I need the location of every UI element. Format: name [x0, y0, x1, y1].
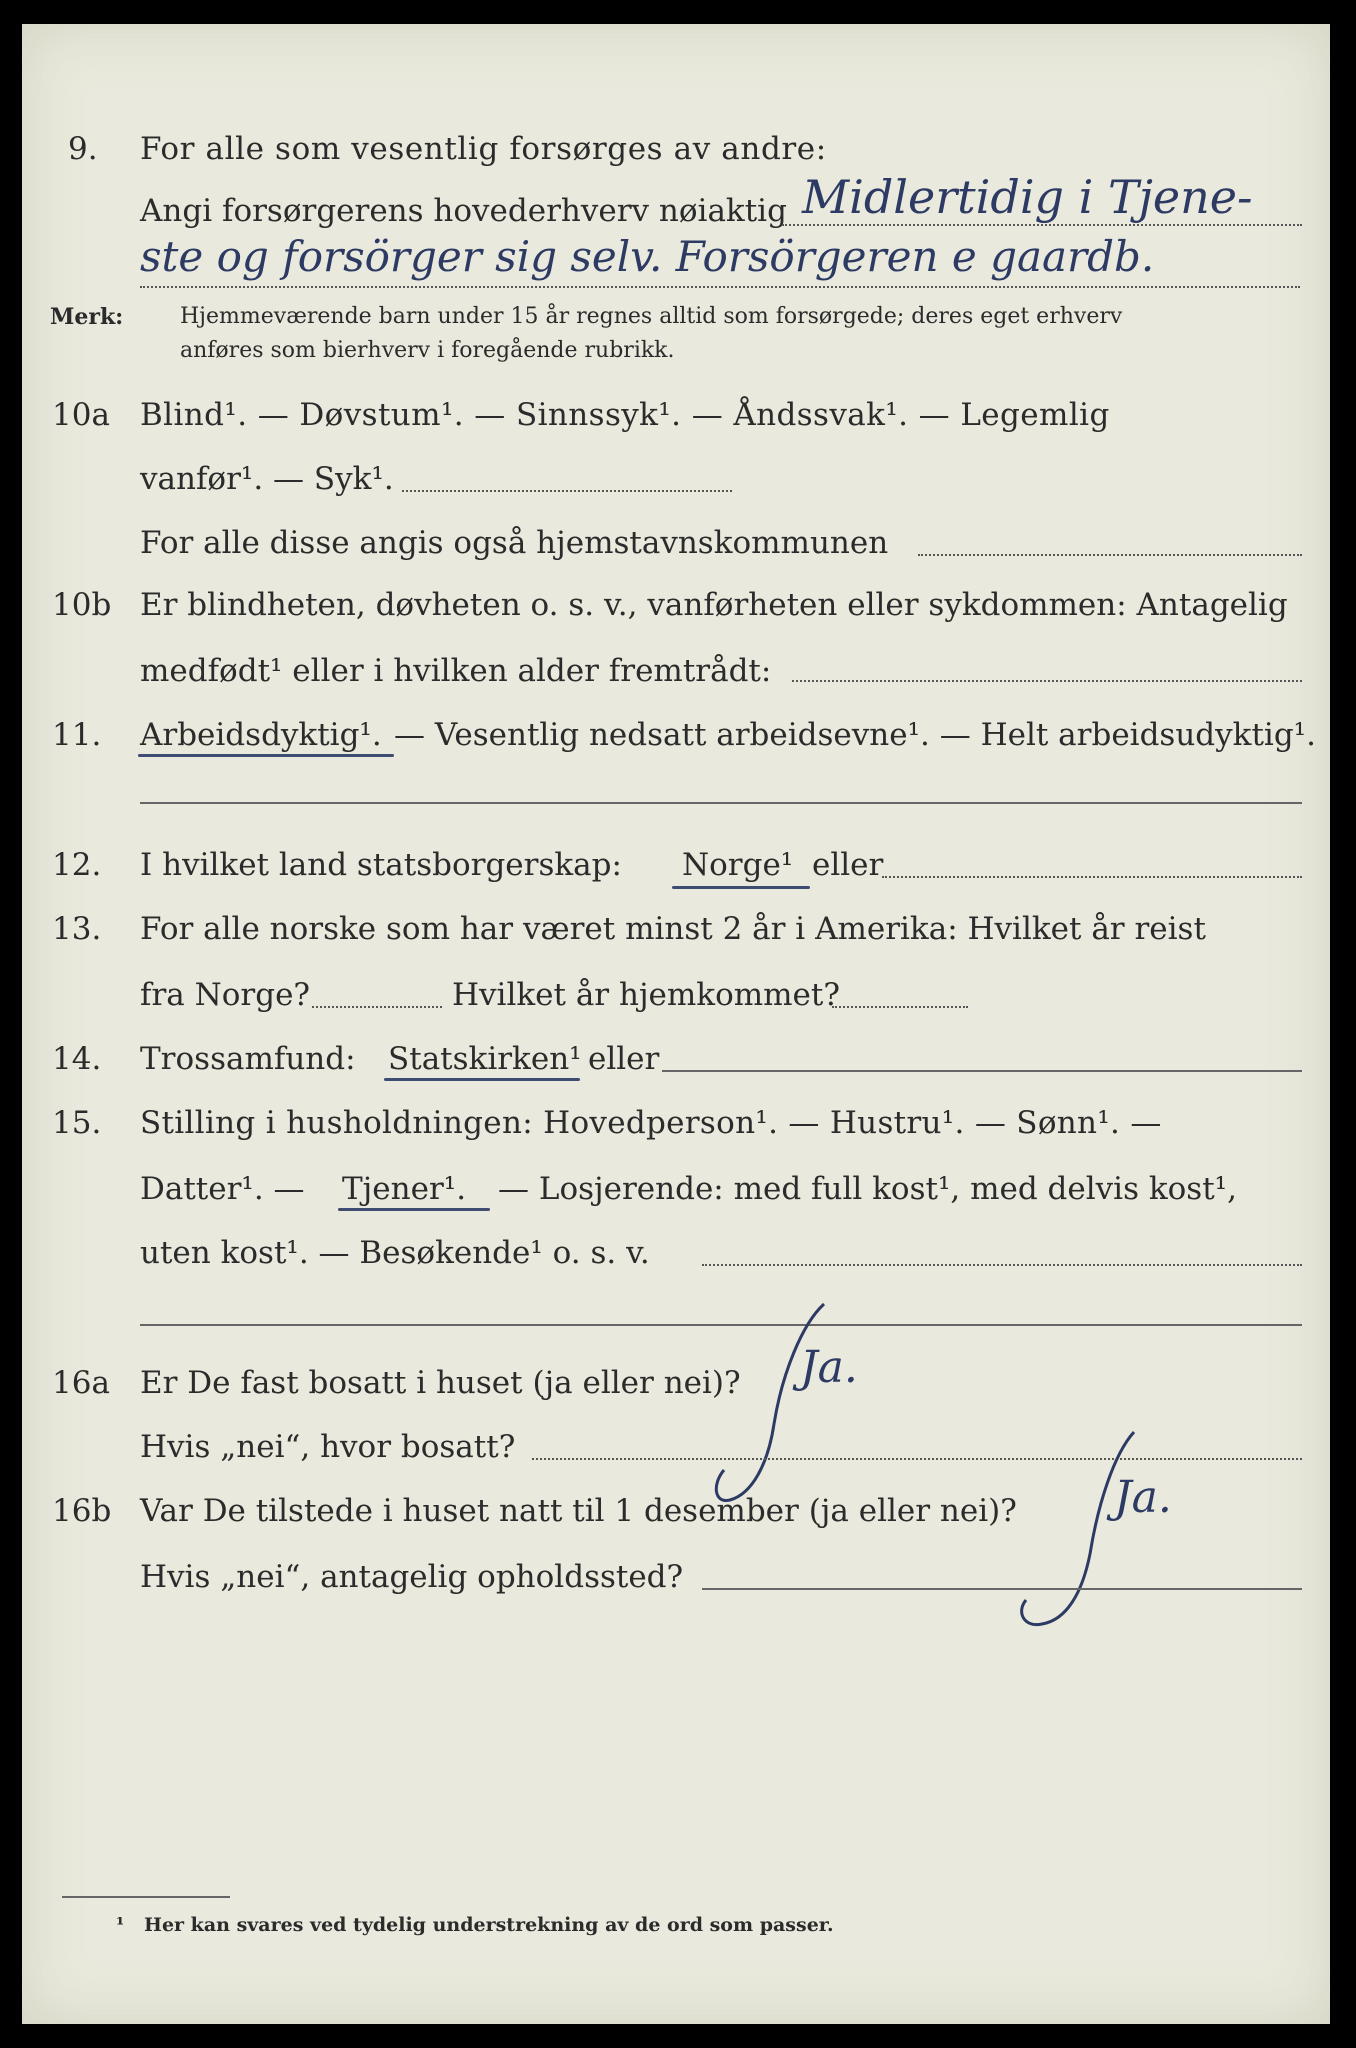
q13-number: 13. — [52, 911, 102, 947]
q12-option-norge: Norge¹ — [682, 847, 794, 883]
q16a-handwritten-answer: Ja. — [800, 1342, 858, 1393]
q10b-number: 10b — [52, 587, 112, 623]
q16b-opholdssted-line — [702, 1588, 1302, 1590]
q11-option-arbeidsdyktig: Arbeidsdyktig¹. — [140, 717, 382, 753]
q10a-number: 10a — [52, 397, 110, 433]
footnote-mark: ¹ — [116, 1914, 125, 1936]
q14-text: Trossamfund: — [140, 1041, 356, 1077]
merk-line1: Hjemmeværende barn under 15 år regnes alltid som forsørgede; deres eget erhverv — [180, 304, 1123, 329]
q12-number: 12. — [52, 847, 102, 883]
census-form-page — [22, 24, 1330, 2024]
q13-line1: For alle norske som har været minst 2 år i Amerika: Hvilket år reist — [140, 911, 1206, 947]
q9-handwritten-answer-1: Midlertidig i Tjene- — [802, 170, 1253, 224]
q16a-bosatt-line — [532, 1458, 1302, 1460]
q15-line1: Stilling i husholdningen: Hovedperson¹. — Hustru¹. — Sønn¹. — — [140, 1105, 1162, 1141]
q12-line — [882, 876, 1302, 878]
footnote-separator — [62, 1896, 230, 1898]
q10a-line3: For alle disse angis også hjemstavnskommunen — [140, 525, 889, 561]
q13-line2a: fra Norge? — [140, 977, 311, 1013]
q15-besokende-line — [702, 1264, 1302, 1266]
q9-handwritten-answer-2: ste og forsörger sig selv. Forsörgeren e gaardb. — [140, 232, 1155, 281]
q15-line2a: Datter¹. — — [140, 1171, 305, 1207]
q10a-line2: vanfør¹. — Syk¹. — [140, 461, 394, 497]
q16a-line2: Hvis „nei“, hvor bosatt? — [140, 1429, 516, 1465]
merk-line2: anføres som bierhverv i foregående rubrikk. — [180, 338, 675, 363]
footnote-text: Her kan svares ved tydelig understrekning av de ord som passer. — [144, 1914, 834, 1936]
q16b-handwritten-stroke — [1002, 1424, 1142, 1654]
q10a-line1: Blind¹. — Døvstum¹. — Sinnssyk¹. — Åndssvak¹. — Legemlig — [140, 397, 1110, 433]
q9-answer-line1 — [782, 224, 1302, 226]
q14-option-statskirken: Statskirken¹ — [388, 1041, 582, 1077]
q9-number: 9. — [68, 131, 98, 167]
q14-line — [662, 1070, 1302, 1072]
q16a-number: 16a — [52, 1365, 110, 1401]
q11-underline-mark — [138, 754, 394, 757]
q16a-handwritten-stroke — [712, 1294, 832, 1524]
q9-line1: For alle som vesentlig forsørges av andre: — [140, 131, 827, 167]
q9-answer-line2 — [140, 286, 1300, 288]
q13-line2b: Hvilket år hjemkommet? — [452, 977, 840, 1013]
q10a-syk-line — [402, 490, 732, 492]
q11-rest: — Vesentlig nedsatt arbeidsevne¹. — Helt arbeidsudyktig¹. — [394, 717, 1316, 753]
q15-line2b: — Losjerende: med full kost¹, med delvis kost¹, — [498, 1171, 1237, 1207]
q15-line3: uten kost¹. — Besøkende¹ o. s. v. — [140, 1235, 650, 1271]
merk-label: Merk: — [50, 304, 124, 330]
q16b-handwritten-answer: Ja. — [1114, 1472, 1172, 1523]
q13-hjemkommet-line — [832, 1006, 968, 1008]
q9-line2: Angi forsørgerens hovederhverv nøiaktig — [140, 193, 787, 229]
q15-underline-mark — [338, 1208, 490, 1211]
q15-number: 15. — [52, 1105, 102, 1141]
q11-blank-line — [140, 802, 1302, 804]
q16a-line1: Er De fast bosatt i huset (ja eller nei)? — [140, 1365, 741, 1401]
q12-tail: eller — [812, 847, 884, 883]
q13-reist-line — [312, 1006, 442, 1008]
q14-tail: eller — [588, 1041, 660, 1077]
q11-number: 11. — [52, 717, 102, 753]
q12-text: I hvilket land statsborgerskap: — [140, 847, 622, 883]
q12-underline-mark — [672, 886, 810, 889]
q10b-line2: medfødt¹ eller i hvilken alder fremtrådt: — [140, 653, 772, 689]
q14-underline-mark — [384, 1078, 580, 1081]
q16b-line2: Hvis „nei“, antagelig opholdssted? — [140, 1559, 684, 1595]
q16b-number: 16b — [52, 1493, 112, 1529]
q16b-line1: Var De tilstede i huset natt til 1 desember (ja eller nei)? — [140, 1493, 1017, 1529]
q10a-kommune-line — [918, 554, 1302, 556]
q14-number: 14. — [52, 1041, 102, 1077]
q10b-alder-line — [792, 680, 1302, 682]
q15-option-tjener: Tjener¹. — [342, 1171, 467, 1207]
q10b-line1: Er blindheten, døvheten o. s. v., vanførheten eller sykdommen: Antagelig — [140, 587, 1288, 623]
